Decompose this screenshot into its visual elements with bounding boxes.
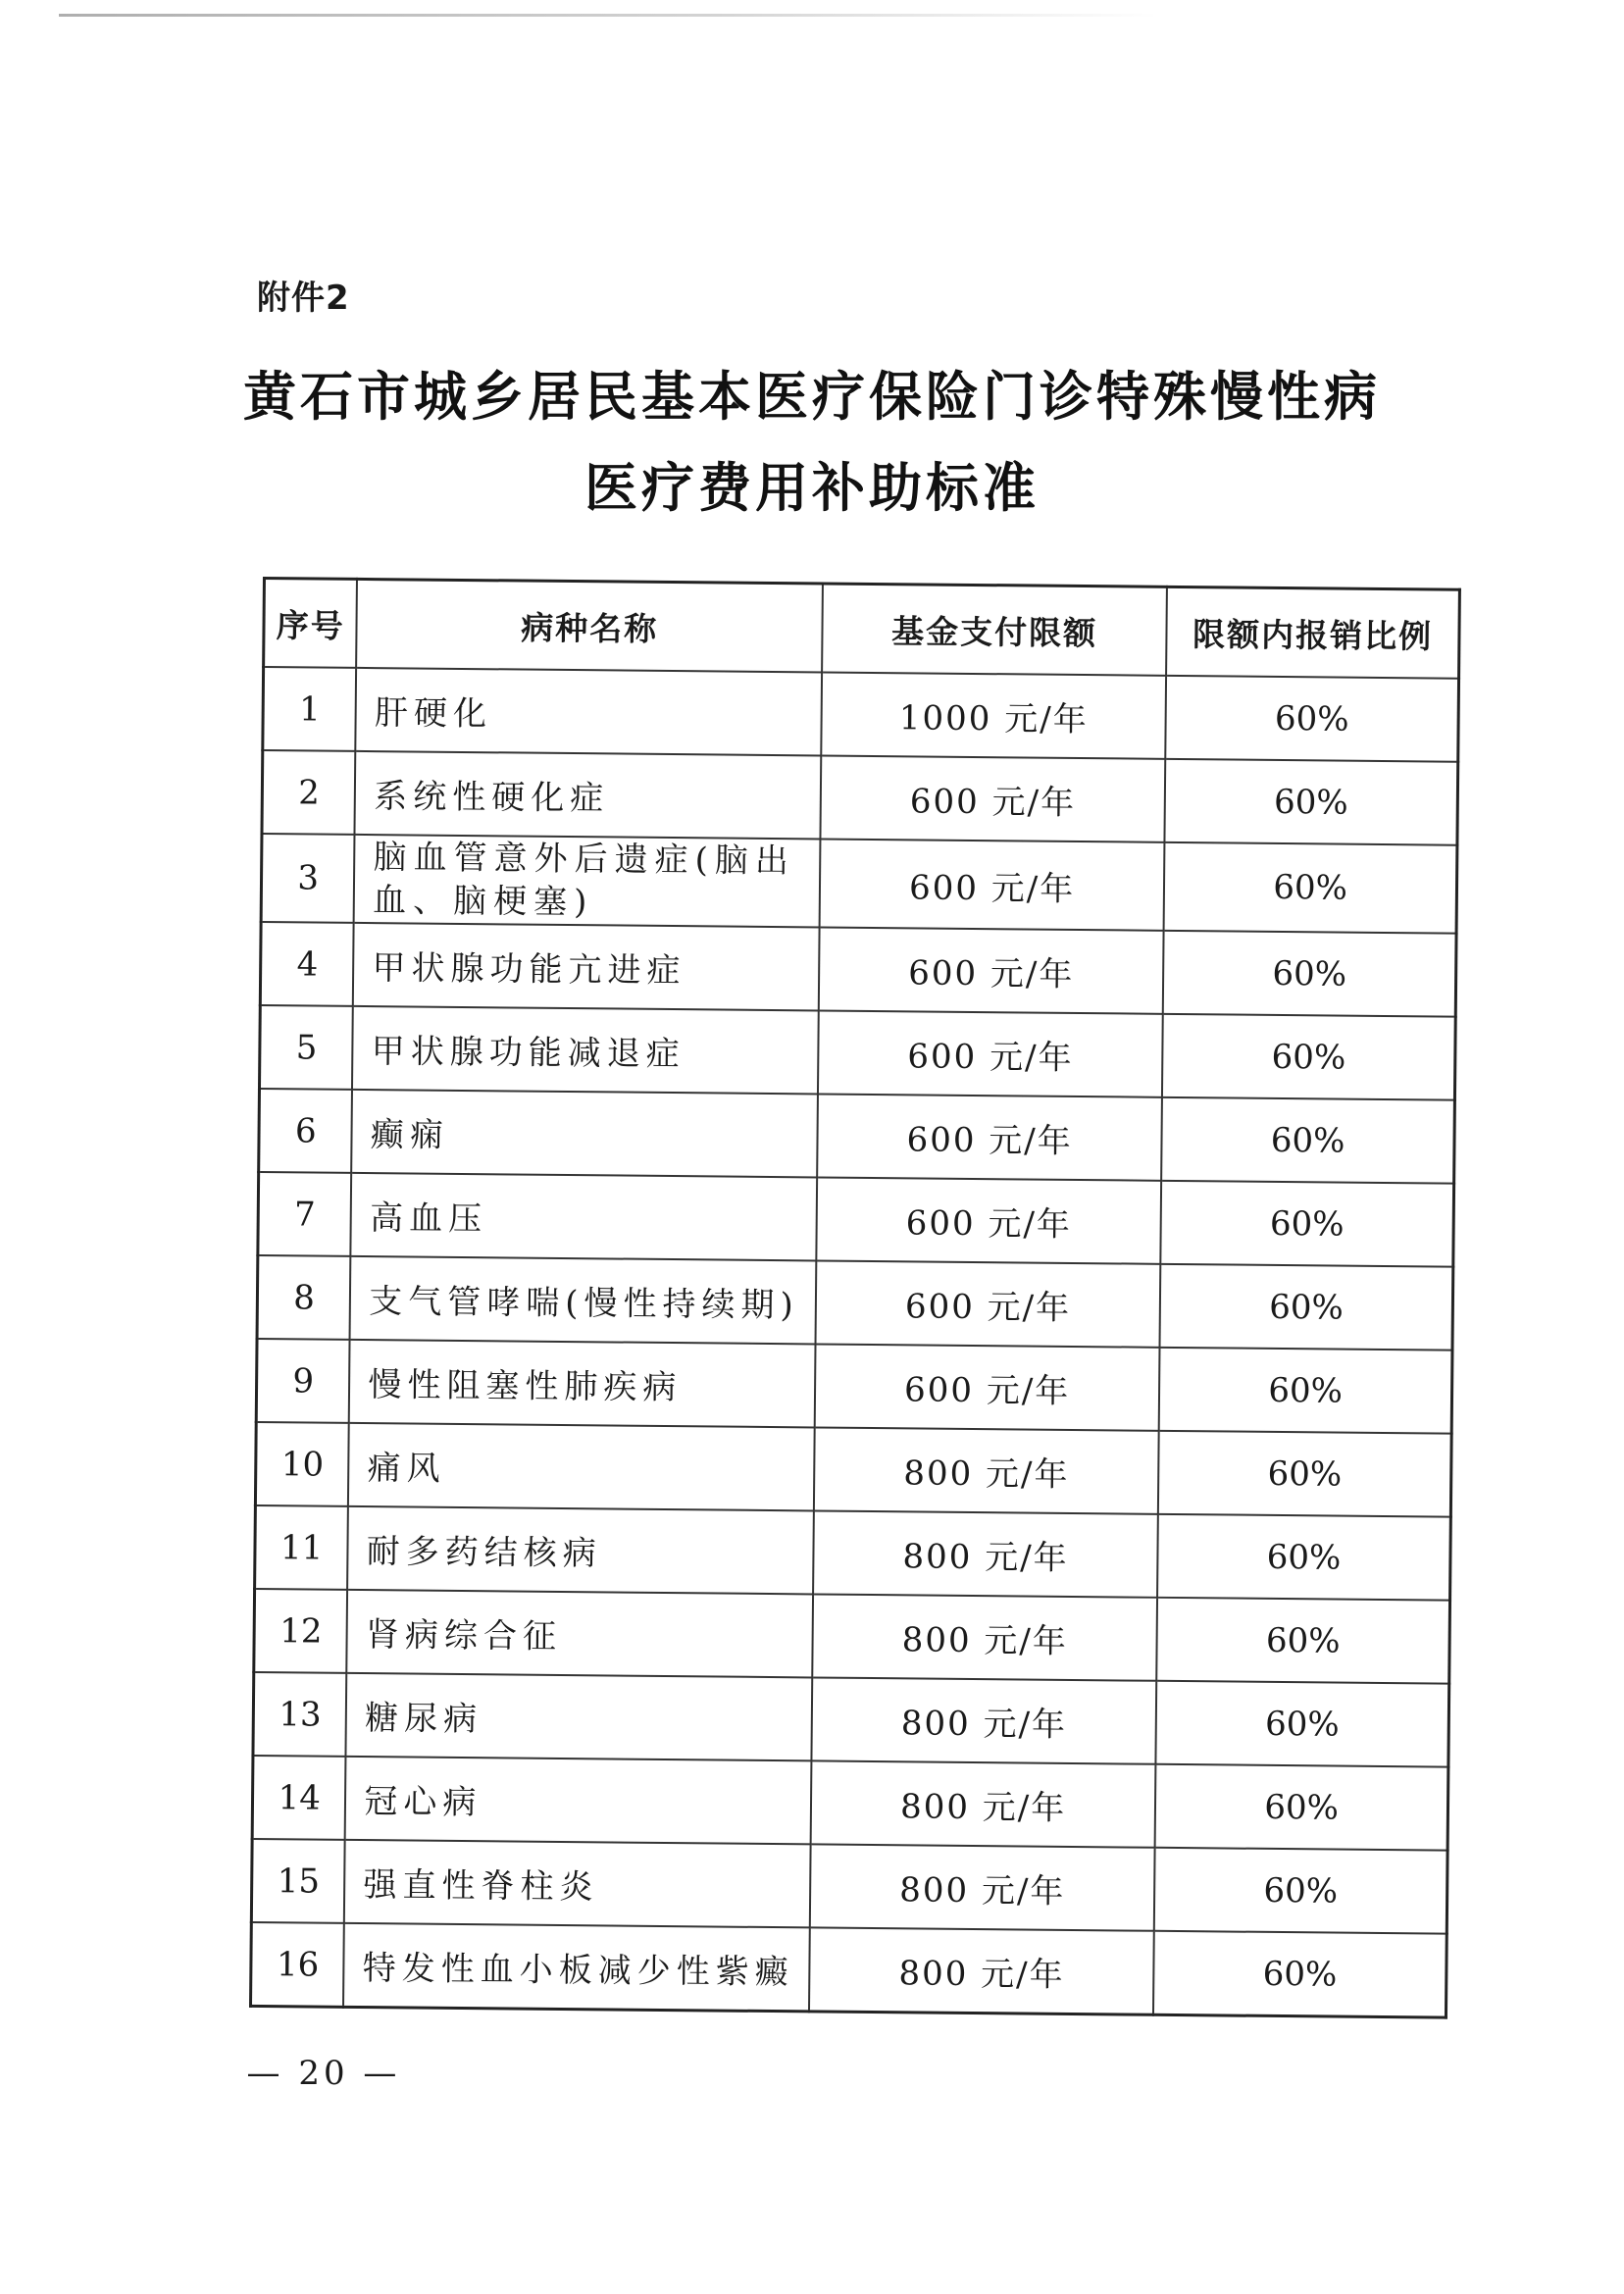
row-disease-name: 痛风 <box>348 1423 815 1511</box>
row-fund-limit: 600 元/年 <box>821 755 1166 841</box>
header-fund-limit: 基金支付限额 <box>822 584 1167 676</box>
row-index: 11 <box>255 1505 349 1590</box>
table-row <box>263 667 1459 762</box>
row-index: 14 <box>252 1756 346 1840</box>
row-fund-limit: 800 元/年 <box>811 1760 1156 1847</box>
row-index: 10 <box>255 1422 349 1506</box>
row-disease-name: 冠心病 <box>345 1757 812 1845</box>
table-row <box>255 1422 1451 1517</box>
row-disease-name: 强直性脊柱炎 <box>344 1840 811 1928</box>
row-index: 13 <box>253 1672 347 1757</box>
row-index: 9 <box>256 1339 350 1423</box>
row-disease-name: 耐多药结核病 <box>347 1506 814 1595</box>
row-fund-limit: 800 元/年 <box>809 1927 1154 2014</box>
table-row <box>259 1005 1455 1100</box>
row-ratio: 60% <box>1165 759 1458 845</box>
scan-edge-shadow <box>59 14 1157 17</box>
document-title-line-2: 医疗费用补助标准 <box>584 457 1040 519</box>
table-row <box>260 922 1456 1017</box>
row-fund-limit: 800 元/年 <box>810 1844 1155 1930</box>
row-fund-limit: 800 元/年 <box>814 1427 1159 1513</box>
table-row <box>251 1839 1447 1934</box>
row-fund-limit: 800 元/年 <box>812 1677 1157 1763</box>
table-row <box>251 1922 1447 2017</box>
row-index: 2 <box>262 750 356 835</box>
row-ratio: 60% <box>1164 842 1457 934</box>
row-disease-name: 支气管哮喘(慢性持续期) <box>350 1256 817 1345</box>
row-index: 5 <box>259 1005 353 1090</box>
row-index: 12 <box>254 1589 348 1673</box>
row-disease-name: 糖尿病 <box>346 1673 813 1761</box>
row-disease-name: 癫痫 <box>351 1090 818 1178</box>
row-disease-name: 甲状腺功能减退症 <box>352 1006 819 1095</box>
row-disease-name: 肝硬化 <box>356 668 823 756</box>
row-index: 7 <box>258 1172 352 1256</box>
row-index: 15 <box>251 1839 345 1923</box>
row-index: 16 <box>251 1922 345 2007</box>
row-fund-limit: 1000 元/年 <box>821 672 1166 758</box>
row-disease-name: 甲状腺功能亢进症 <box>353 923 820 1011</box>
header-index: 序号 <box>264 579 358 668</box>
row-index: 8 <box>257 1255 351 1340</box>
row-ratio: 60% <box>1156 1681 1449 1767</box>
row-fund-limit: 600 元/年 <box>816 1177 1161 1263</box>
subsidy-standard-table <box>249 577 1461 2019</box>
table-row <box>253 1672 1449 1767</box>
row-ratio: 60% <box>1156 1598 1449 1684</box>
row-ratio: 60% <box>1165 676 1458 762</box>
row-ratio: 60% <box>1155 1764 1448 1851</box>
row-fund-limit: 600 元/年 <box>818 1010 1163 1096</box>
table-row <box>256 1339 1452 1434</box>
row-disease-name: 脑血管意外后遗症(脑出血、脑梗塞) <box>354 835 821 928</box>
row-ratio: 60% <box>1160 1264 1453 1351</box>
row-index: 3 <box>261 834 355 923</box>
row-index: 6 <box>259 1089 353 1173</box>
table-row <box>257 1255 1453 1351</box>
row-ratio: 60% <box>1163 931 1456 1017</box>
table-row <box>259 1089 1455 1184</box>
row-disease-name: 高血压 <box>351 1173 818 1261</box>
row-ratio: 60% <box>1157 1514 1450 1601</box>
header-disease-name: 病种名称 <box>356 579 823 672</box>
row-fund-limit: 600 元/年 <box>815 1344 1160 1430</box>
row-index: 1 <box>263 667 357 751</box>
table-row <box>262 750 1458 845</box>
page-number: — 20 — <box>246 2054 401 2093</box>
row-disease-name: 慢性阻塞性肺疾病 <box>349 1340 816 1428</box>
row-fund-limit: 600 元/年 <box>820 839 1165 930</box>
row-ratio: 60% <box>1161 1097 1454 1184</box>
row-ratio: 60% <box>1158 1431 1451 1517</box>
row-ratio: 60% <box>1153 1931 1446 2017</box>
row-fund-limit: 800 元/年 <box>812 1594 1157 1680</box>
row-disease-name: 特发性血小板减少性紫癜 <box>343 1923 810 2012</box>
document-title-line-1: 黄石市城乡居民基本医疗保险门诊特殊慢性病 <box>243 366 1381 428</box>
table-row <box>258 1172 1454 1267</box>
row-fund-limit: 600 元/年 <box>816 1260 1161 1347</box>
row-fund-limit: 600 元/年 <box>817 1094 1162 1180</box>
attachment-label: 附件2 <box>257 279 350 318</box>
row-fund-limit: 800 元/年 <box>813 1510 1158 1597</box>
row-ratio: 60% <box>1154 1848 1447 1934</box>
table-row <box>255 1505 1451 1601</box>
table-row <box>261 834 1457 934</box>
row-disease-name: 系统性硬化症 <box>355 751 822 840</box>
row-ratio: 60% <box>1162 1014 1455 1100</box>
row-ratio: 60% <box>1161 1181 1454 1267</box>
row-index: 4 <box>260 922 354 1006</box>
row-disease-name: 肾病综合征 <box>347 1590 814 1678</box>
row-fund-limit: 600 元/年 <box>819 927 1164 1013</box>
header-reimbursement-ratio: 限额内报销比例 <box>1166 586 1459 678</box>
table-header-row <box>264 579 1460 679</box>
table-row <box>254 1589 1450 1684</box>
row-ratio: 60% <box>1159 1348 1452 1434</box>
table-row <box>252 1756 1448 1851</box>
